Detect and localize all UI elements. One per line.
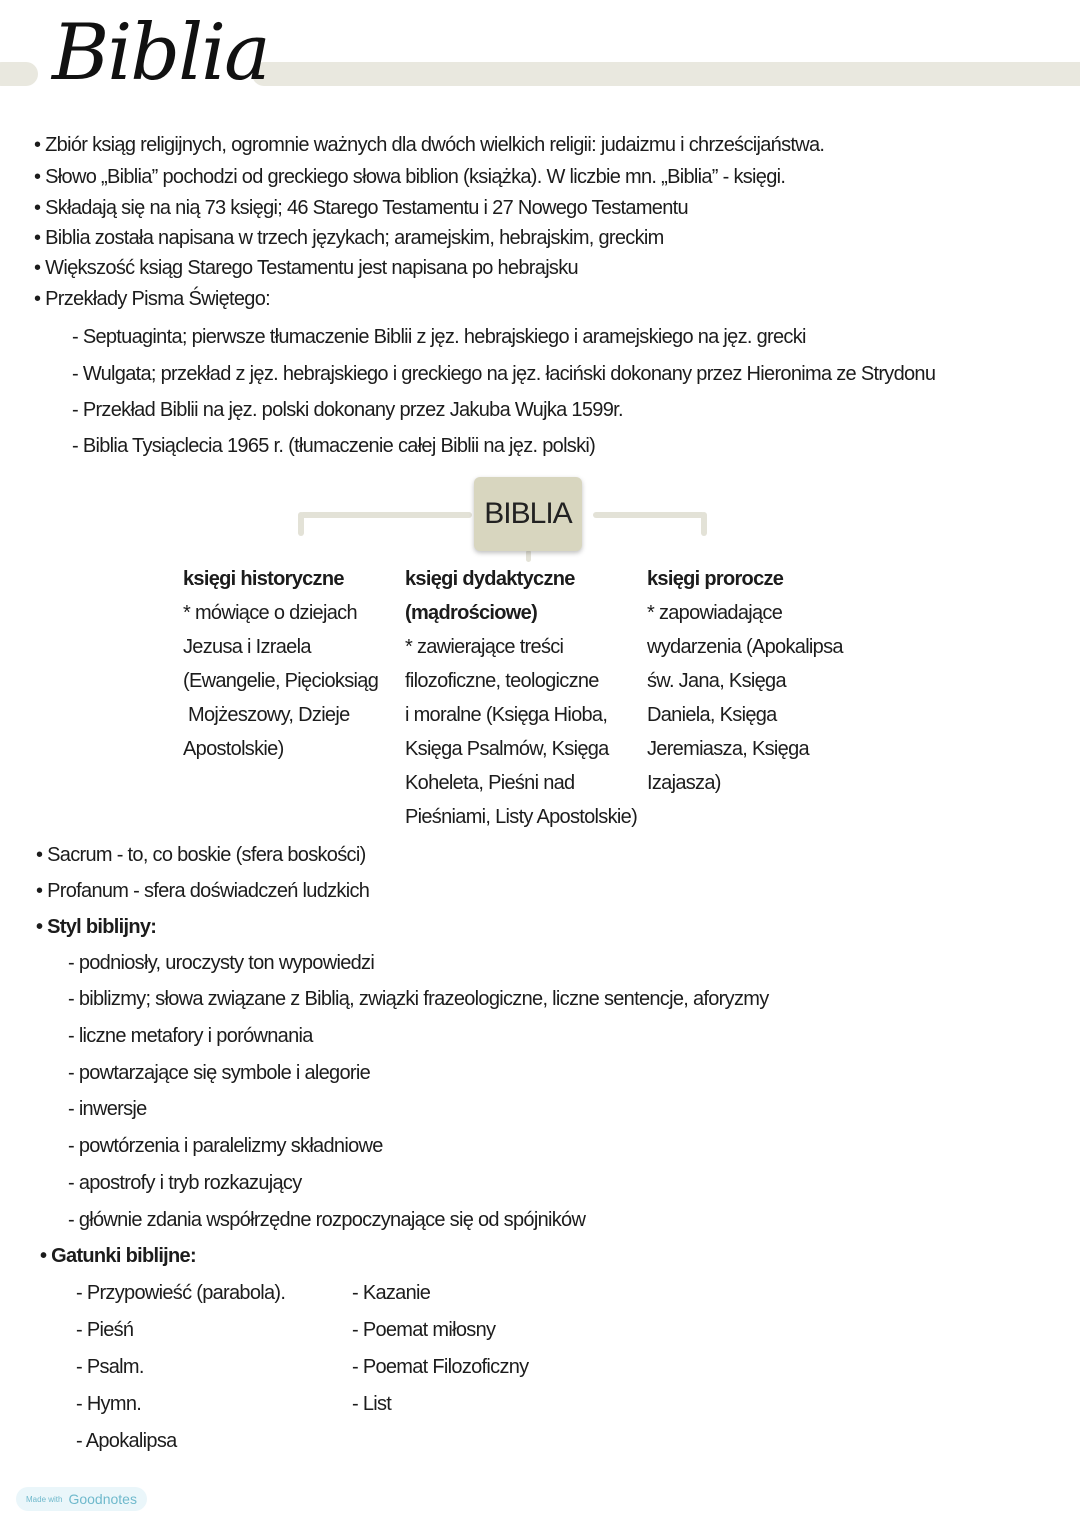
genres-heading: • Gatunki biblijne: — [40, 1245, 196, 1267]
branch-prophetic — [647, 562, 843, 800]
intro-item: • Większość ksiąg Starego Testamentu jest napisana po hebrajsku — [34, 257, 578, 279]
branch-heading: księgi historyczne — [183, 568, 344, 590]
style-item: - powtórzenia i paralelizmy składniowe — [68, 1135, 383, 1157]
connector-center — [526, 550, 531, 562]
branch-line: (Ewangelie, Pięcioksiąg — [183, 670, 379, 692]
root-node: BIBLIA — [474, 477, 582, 551]
style-item: - apostrofy i tryb rozkazujący — [68, 1172, 302, 1194]
genre-item: - Hymn. — [76, 1393, 142, 1415]
badge-brand: Goodnotes — [68, 1491, 137, 1507]
branch-line: i moralne (Księga Hioba, — [405, 704, 608, 726]
sacrum-item: • Sacrum - to, co boskie (sfera boskości) — [36, 844, 366, 866]
style-item: - liczne metafory i porównania — [68, 1025, 313, 1047]
intro-item: • Słowo „Biblia” pochodzi od greckiego słowa biblion (książka). W liczbie mn. „Biblia” - księgi. — [34, 166, 786, 188]
style-item: - głównie zdania współrzędne rozpoczynające się od spójników — [68, 1209, 586, 1231]
style-item: - biblizmy; słowa związane z Biblią, związki frazeologiczne, liczne sentencje, aforyzmy — [68, 988, 769, 1010]
branch-line: Jezusa i Izraela — [183, 636, 311, 658]
genre-item: - Kazanie — [352, 1282, 431, 1304]
connector-right-drop — [701, 512, 707, 536]
genre-item: - List — [352, 1393, 392, 1415]
translation-item: - Wulgata; przekład z jęz. hebrajskiego i greckiego na jęz. łaciński dokonany przez Hieronima ze Strydonu — [72, 363, 936, 385]
intro-item: • Składają się na nią 73 księgi; 46 Starego Testamentu i 27 Nowego Testamentu — [34, 197, 688, 219]
branch-line: filozoficzne, teologiczne — [405, 670, 599, 692]
branch-line: Księga Psalmów, Księga — [405, 738, 609, 760]
title-bar-right — [252, 62, 1080, 86]
profanum-item: • Profanum - sfera doświadczeń ludzkich — [36, 880, 370, 902]
branch-line: Apostolskie) — [183, 738, 284, 760]
badge-small-text: Made with — [26, 1494, 63, 1504]
connector-right — [593, 512, 705, 518]
branch-line: * mówiące o dziejach — [183, 602, 357, 624]
branch-line: * zawierające treści — [405, 636, 564, 658]
connector-left — [300, 512, 472, 518]
branch-historical — [183, 562, 378, 766]
genre-item: - Przypowieść (parabola). — [76, 1282, 286, 1304]
goodnotes-badge[interactable] — [16, 1487, 147, 1511]
branch-line: Koheleta, Pieśni nad — [405, 772, 575, 794]
genre-item: - Pieśń — [76, 1319, 134, 1341]
connector-left-drop — [298, 512, 304, 536]
style-item: - powtarzające się symbole i alegorie — [68, 1062, 371, 1084]
branch-line: Mojżeszowy, Dzieje — [188, 704, 350, 726]
style-item: - inwersje — [68, 1098, 147, 1120]
branch-line: św. Jana, Księga — [647, 670, 786, 692]
style-item: - podniosły, uroczysty ton wypowiedzi — [68, 952, 375, 974]
branch-line: Pieśniami, Listy Apostolskie) — [405, 806, 638, 828]
branch-line: wydarzenia (Apokalipsa — [647, 636, 843, 658]
branch-didactic — [405, 562, 637, 834]
branch-heading: księgi dydaktyczne — [405, 568, 575, 590]
intro-item: • Biblia została napisana w trzech językach; aramejskim, hebrajskim, greckim — [34, 227, 664, 249]
branch-line: * zapowiadające — [647, 602, 783, 624]
genre-item: - Poemat miłosny — [352, 1319, 496, 1341]
intro-item: • Przekłady Pisma Świętego: — [34, 288, 270, 310]
translation-item: - Septuaginta; pierwsze tłumaczenie Biblii z jęz. hebrajskiego i aramejskiego na jęz. grecki — [72, 326, 806, 348]
style-heading: • Styl biblijny: — [36, 916, 157, 938]
branch-heading: księgi prorocze — [647, 568, 784, 590]
branch-line: Izajasza) — [647, 772, 721, 794]
genre-item: - Apokalipsa — [76, 1430, 177, 1452]
genre-item: - Psalm. — [76, 1356, 144, 1378]
translation-item: - Biblia Tysiąclecia 1965 r. (tłumaczenie całej Biblii na jęz. polski) — [72, 435, 596, 457]
page-title: Biblia — [52, 8, 269, 98]
branch-heading: (mądrościowe) — [405, 602, 538, 624]
branch-line: Daniela, Księga — [647, 704, 777, 726]
translation-item: - Przekład Biblii na jęz. polski dokonany przez Jakuba Wujka 1599r. — [72, 399, 623, 421]
title-bar-left — [0, 62, 38, 86]
intro-item: • Zbiór ksiąg religijnych, ogromnie ważnych dla dwóch wielkich religii: judaizmu i chrześcijaństwa. — [34, 134, 825, 156]
branch-line: Jeremiasza, Księga — [647, 738, 809, 760]
genre-item: - Poemat Filozoficzny — [352, 1356, 529, 1378]
